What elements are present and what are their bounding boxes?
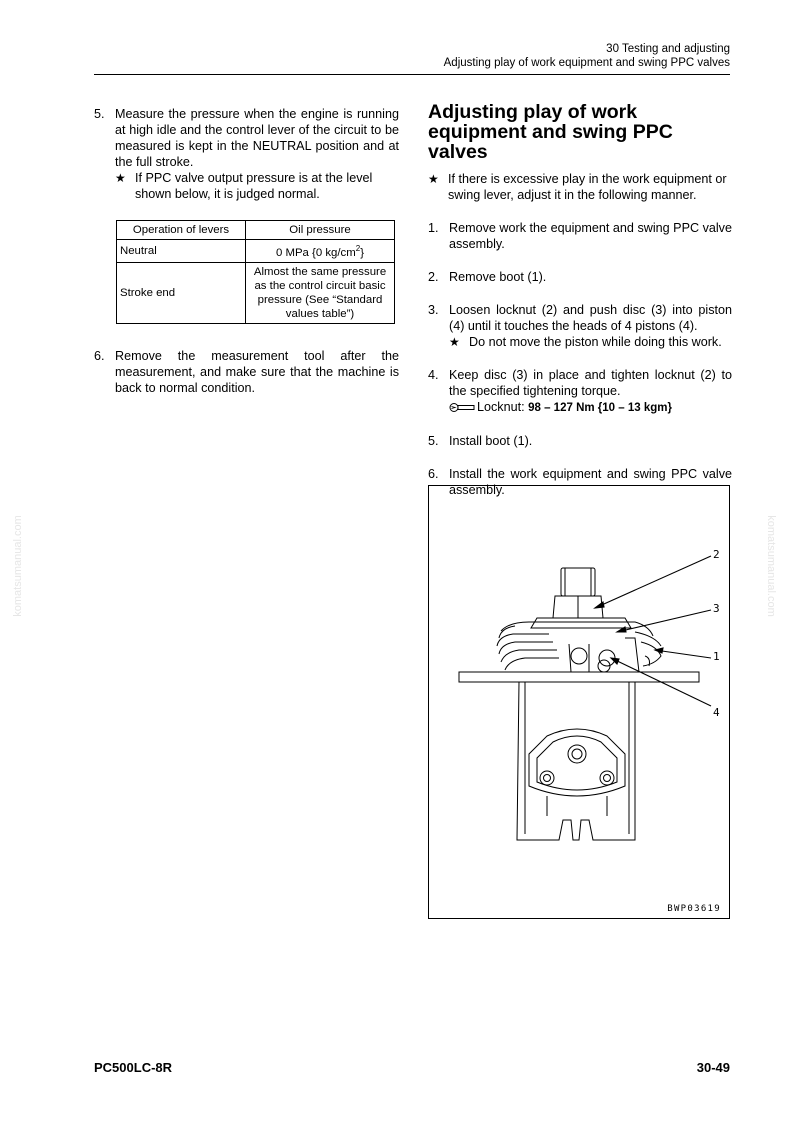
left-column <box>94 106 399 396</box>
callout-disc-3: 3 <box>713 602 720 615</box>
wrench-icon <box>449 401 475 417</box>
intro-note <box>428 171 732 203</box>
step-1 <box>428 220 732 252</box>
step-text: Keep disc (3) in place and tighten locknut (2) to the specified tightening torque. <box>449 368 732 398</box>
note-text: If PPC valve output pressure is at the level shown below, it is judged normal. <box>135 171 373 201</box>
footer-model: PC500LC-8R <box>94 1060 173 1075</box>
header-rule <box>94 74 730 75</box>
step-text: Remove work the equipment and swing PPC valve assembly. <box>449 221 732 251</box>
step-number: 3. <box>428 303 439 317</box>
table-header-pressure: Oil pressure <box>246 221 395 240</box>
pressure-brace: } <box>360 246 365 259</box>
note-text: If there is excessive play in the work equipment or swing lever, adjust it in the following manner. <box>448 172 727 202</box>
pressure-table <box>116 220 395 324</box>
step-number: 5. <box>94 107 105 121</box>
pressure-unit-sup: 2 <box>355 244 361 253</box>
callout-boot-1: 1 <box>713 650 720 663</box>
step-number: 2. <box>428 270 439 284</box>
header-section: 30 Testing and adjusting <box>606 43 730 55</box>
pressure-value: 0 MPa {0 kg/cm <box>275 246 356 259</box>
table-cell-pressure <box>246 240 395 263</box>
footer-page-number: 30-49 <box>696 1060 730 1075</box>
step-text: Loosen locknut (2) and push disc (3) into piston (4) until it touches the heads of 4 pistons (4). <box>449 303 732 333</box>
table-cell-operation: Stroke end <box>117 262 246 323</box>
table-cell-operation: Neutral <box>117 240 246 263</box>
note-normal-pressure <box>115 170 399 202</box>
star-icon: ★ <box>115 171 126 185</box>
step-text: Install boot (1). <box>449 434 533 448</box>
ppc-valve-drawing <box>429 486 729 918</box>
step-4 <box>428 367 732 399</box>
step-number: 6. <box>94 348 105 363</box>
step-number: 4. <box>428 368 439 382</box>
table-row <box>117 262 395 323</box>
star-icon: ★ <box>449 335 460 349</box>
page-header <box>444 42 730 70</box>
watermark-left: komatsumanual.com <box>11 515 24 617</box>
watermark-right: komatsumanual.com <box>764 515 777 617</box>
right-column <box>428 102 732 498</box>
step-text: Measure the pressure when the engine is running at high idle and the control lever of the circuit to be measured is kept in the NEUTRAL position and at the full stroke. <box>115 107 399 169</box>
callout-piston-4: 4 <box>713 706 720 719</box>
step-text: Remove the measurement tool after the measurement, and make sure that the machine is back to normal condition. <box>115 348 399 395</box>
figure-code: BWP03619 <box>667 904 721 914</box>
table-cell-pressure: Almost the same pressure as the control circuit basic pressure (See “Standard values table”) <box>246 262 395 323</box>
section-title: Adjusting play of work equipment and swing PPC valves <box>428 101 673 163</box>
step-5-measure <box>94 106 399 170</box>
header-subtitle: Adjusting play of work equipment and swing PPC valves <box>443 57 730 69</box>
step-number: 1. <box>428 221 439 235</box>
ppc-valve-figure <box>428 485 730 919</box>
step-6-remove-tool <box>94 348 399 396</box>
torque-label: Locknut: <box>477 400 525 414</box>
step-text: Install the work equipment and swing PPC valve assembly. <box>449 467 732 497</box>
step-text: Remove boot (1). <box>449 270 547 284</box>
step-2 <box>428 269 732 285</box>
step-5 <box>428 433 732 449</box>
step-3-note <box>449 334 732 350</box>
torque-value: 98 – 127 Nm {10 – 13 kgm} <box>528 402 672 414</box>
torque-spec <box>449 399 732 416</box>
table-row <box>117 240 395 263</box>
callout-locknut-2: 2 <box>713 548 720 561</box>
step-number: 6. <box>428 467 439 481</box>
table-header-operation: Operation of levers <box>117 221 246 240</box>
star-icon: ★ <box>428 172 439 186</box>
step-3 <box>428 302 732 334</box>
step-number: 5. <box>428 434 439 448</box>
note-text: Do not move the piston while doing this work. <box>469 335 722 349</box>
table-header-row <box>117 221 395 240</box>
